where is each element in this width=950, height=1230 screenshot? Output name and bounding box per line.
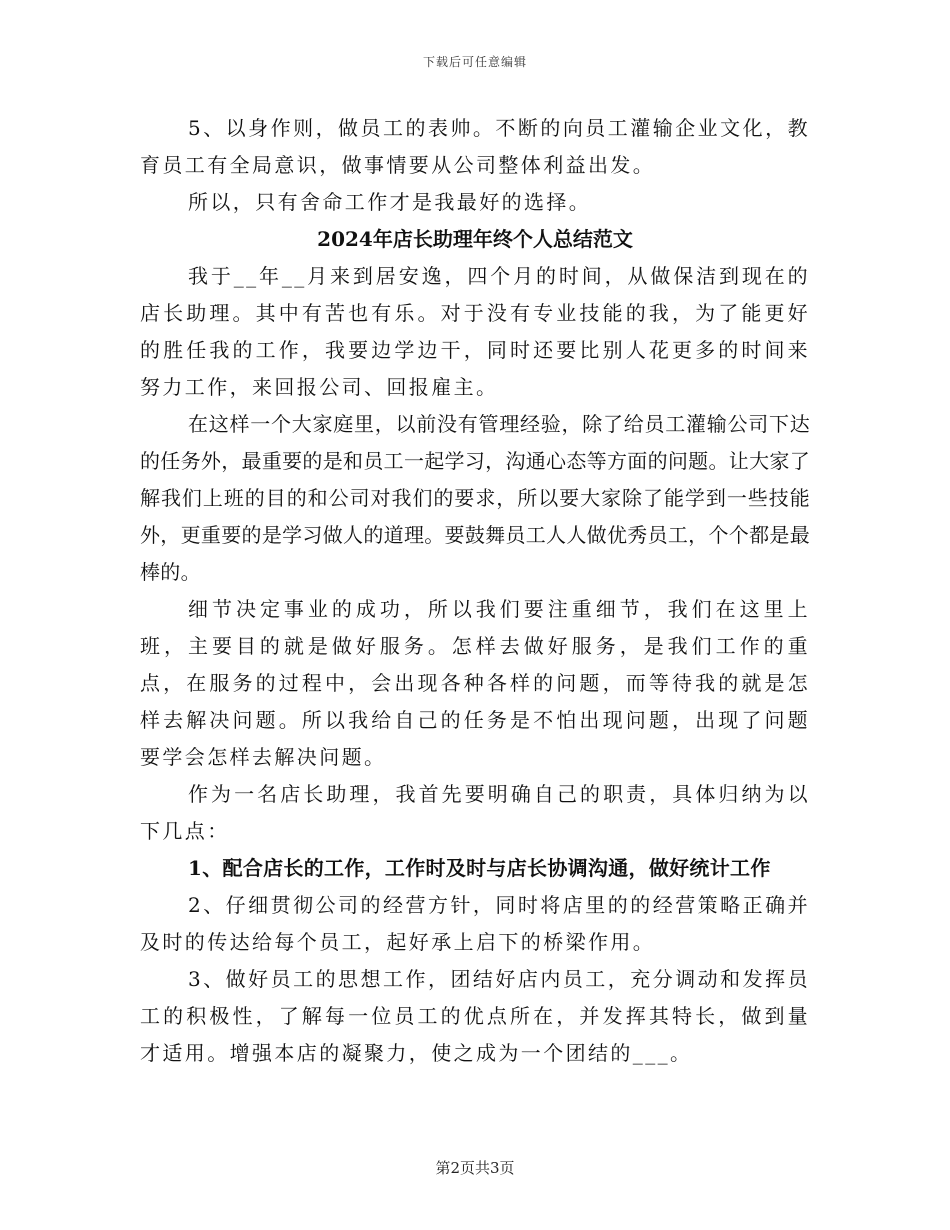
paragraph-item-5: 5、以身作则，做员工的表帅。不断的向员工灌输企业文化，教育员工有全局意识，做事情要从公司整体利益出发。: [140, 116, 810, 177]
article-title: 2024年店长助理年终个人总结范文: [317, 227, 633, 251]
paragraph-family: 在这样一个大家庭里，以前没有管理经验，除了给员工灌输公司下达的任务外，最重要的是和员工一起学习，沟通心态等方面的问题。让大家了解我们上班的目的和公司对我们的要求，所以要大家除了能学到一些技能外，更重要的是学习做人的道理。要鼓舞员工人人做优秀员工，个个都是最棒的。: [140, 412, 810, 584]
paragraph-duties: 作为一名店长助理，我首先要明确自己的职责，具体归纳为以下几点：: [140, 782, 810, 843]
page-footer: 第2页共3页: [435, 1159, 515, 1177]
page-header: 下载后可任意编辑: [422, 55, 527, 69]
paragraph-intro: 我于__年__月来到居安逸，四个月的时间，从做保洁到现在的店长助理。其中有苦也有乐。对于没有专业技能的我，为了能更好的胜任我的工作，我要边学边干，同时还要比别人花更多的时间来努力工作，来回报公司、回报雇主。: [140, 264, 810, 399]
paragraph-details: 细节决定事业的成功，所以我们要注重细节，我们在这里上班，主要目的就是做好服务。怎样去做好服务，是我们工作的重点，在服务的过程中，会出现各种各样的问题，而等待我的就是怎样去解决问题。所以我给自己的任务是不怕出现问题，出现了问题要学会怎样去解决问题。: [140, 597, 810, 769]
paragraph-conclusion: 所以，只有舍命工作才是我最好的选择。: [188, 190, 592, 214]
document-body: [140, 110, 810, 1072]
point-2: 2、仔细贯彻公司的经营方针，同时将店里的的经营策略正确并及时的传达给每个员工，起好承上启下的桥梁作用。: [140, 893, 810, 954]
point-3: 3、做好员工的思想工作，团结好店内员工，充分调动和发挥员工的积极性，了解每一位员工的优点所在，并发挥其特长，做到量才适用。增强本店的凝聚力，使之成为一个团结的___。: [140, 967, 810, 1065]
point-1: 1、配合店长的工作，工作时及时与店长协调沟通，做好统计工作: [188, 856, 771, 880]
